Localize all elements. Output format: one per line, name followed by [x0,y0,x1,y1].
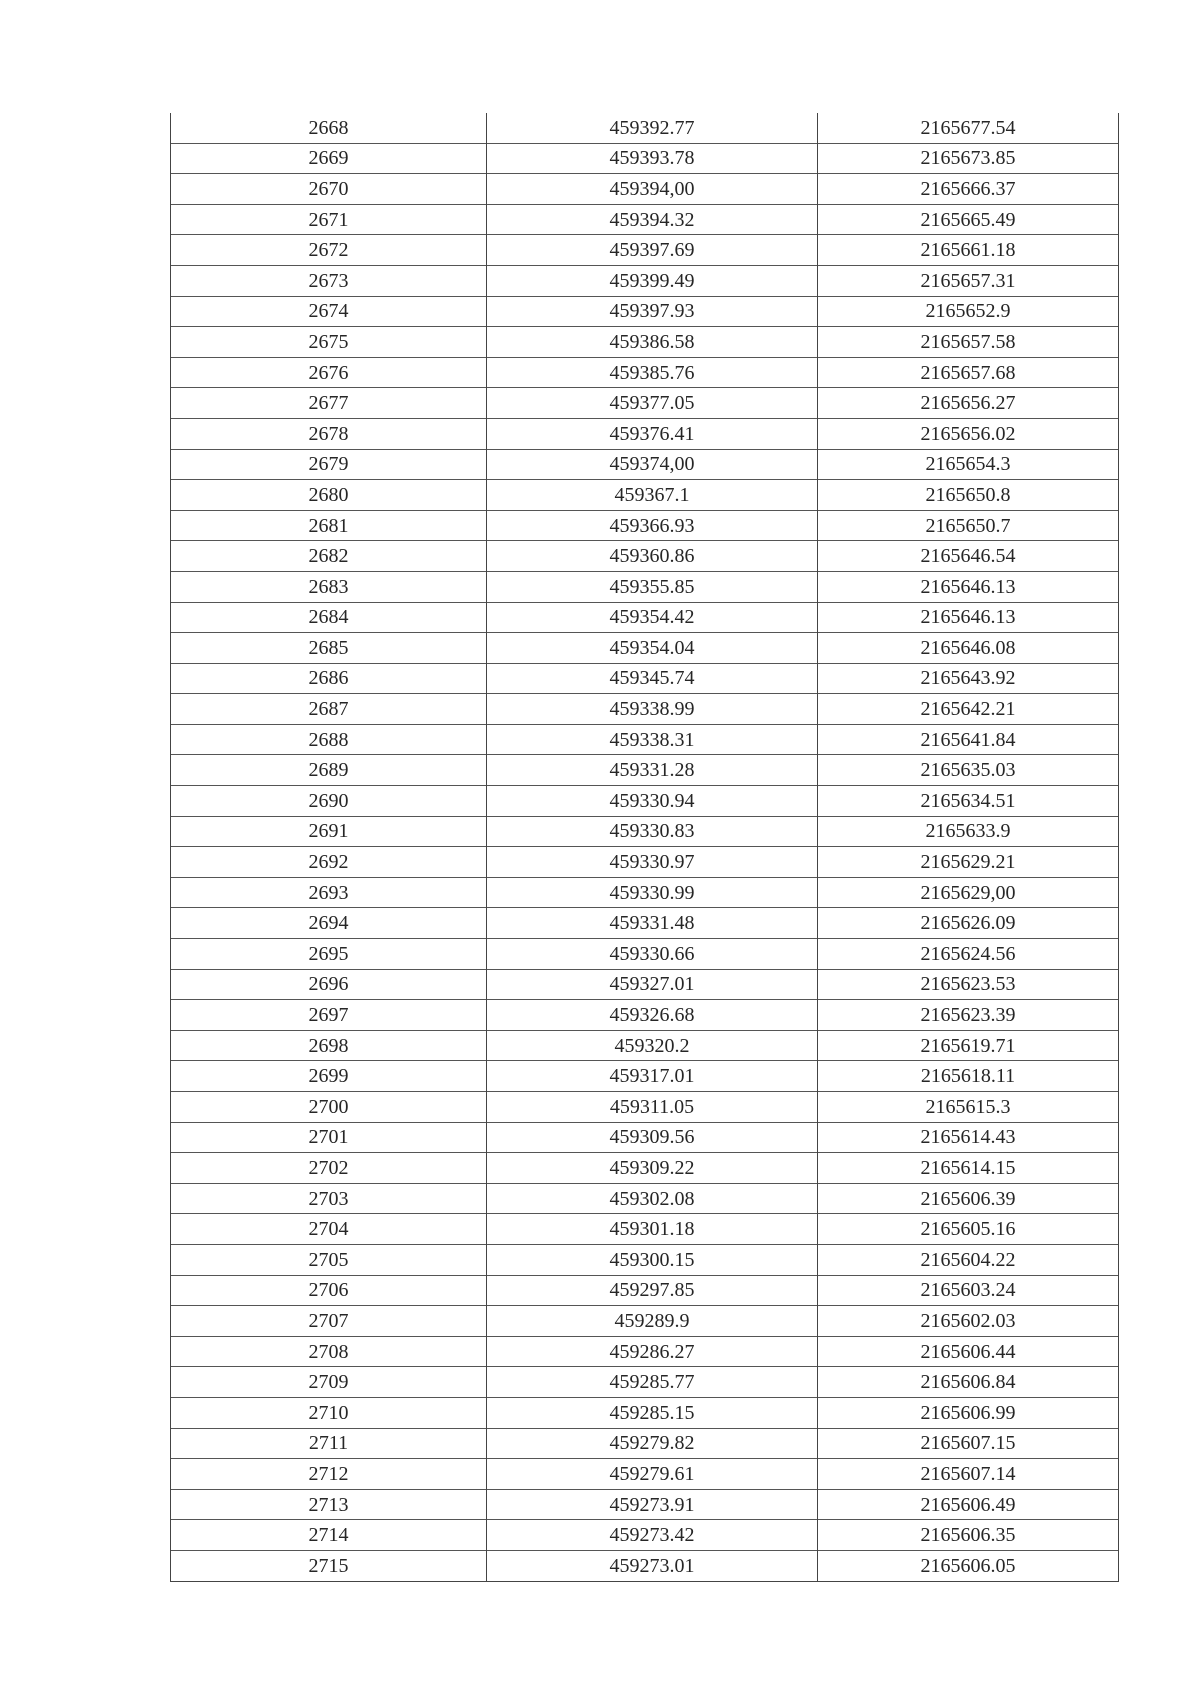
y-coordinate-cell: 2165646.08 [818,633,1119,664]
table-row [171,908,1119,939]
x-coordinate-cell: 459330.83 [487,816,818,847]
y-coordinate-cell: 2165606.99 [818,1397,1119,1428]
x-coordinate-cell: 459376.41 [487,418,818,449]
table-row [171,724,1119,755]
point-number-cell: 2689 [171,755,487,786]
y-coordinate-cell: 2165614.15 [818,1153,1119,1184]
x-coordinate-cell: 459286.27 [487,1336,818,1367]
point-number-cell: 2674 [171,296,487,327]
x-coordinate-cell: 459331.28 [487,755,818,786]
table-row [171,113,1119,143]
x-coordinate-cell: 459399.49 [487,265,818,296]
x-coordinate-cell: 459394,00 [487,174,818,205]
table-row [171,1367,1119,1398]
point-number-cell: 2678 [171,418,487,449]
y-coordinate-cell: 2165646.13 [818,571,1119,602]
x-coordinate-cell: 459309.56 [487,1122,818,1153]
y-coordinate-cell: 2165624.56 [818,939,1119,970]
point-number-cell: 2713 [171,1489,487,1520]
x-coordinate-cell: 459386.58 [487,327,818,358]
x-coordinate-cell: 459320.2 [487,1030,818,1061]
table-row [171,327,1119,358]
table-row [171,1122,1119,1153]
table-row [171,663,1119,694]
table-row [171,633,1119,664]
point-number-cell: 2710 [171,1397,487,1428]
point-number-cell: 2688 [171,724,487,755]
point-number-cell: 2668 [171,113,487,143]
x-coordinate-cell: 459354.42 [487,602,818,633]
point-number-cell: 2685 [171,633,487,664]
x-coordinate-cell: 459367.1 [487,480,818,511]
point-number-cell: 2707 [171,1306,487,1337]
point-number-cell: 2669 [171,143,487,174]
point-number-cell: 2701 [171,1122,487,1153]
point-number-cell: 2682 [171,541,487,572]
x-coordinate-cell: 459330.97 [487,847,818,878]
y-coordinate-cell: 2165607.14 [818,1459,1119,1490]
table-row [171,357,1119,388]
y-coordinate-cell: 2165642.21 [818,694,1119,725]
point-number-cell: 2700 [171,1092,487,1123]
table-row [171,877,1119,908]
y-coordinate-cell: 2165657.58 [818,327,1119,358]
x-coordinate-cell: 459285.77 [487,1367,818,1398]
x-coordinate-cell: 459273.91 [487,1489,818,1520]
x-coordinate-cell: 459345.74 [487,663,818,694]
x-coordinate-cell: 459330.66 [487,939,818,970]
y-coordinate-cell: 2165656.27 [818,388,1119,419]
point-number-cell: 2697 [171,1000,487,1031]
point-number-cell: 2715 [171,1550,487,1581]
x-coordinate-cell: 459330.94 [487,786,818,817]
point-number-cell: 2687 [171,694,487,725]
point-number-cell: 2670 [171,174,487,205]
point-number-cell: 2691 [171,816,487,847]
point-number-cell: 2672 [171,235,487,266]
table-row [171,1275,1119,1306]
x-coordinate-cell: 459285.15 [487,1397,818,1428]
table-row [171,235,1119,266]
x-coordinate-cell: 459385.76 [487,357,818,388]
x-coordinate-cell: 459327.01 [487,969,818,1000]
y-coordinate-cell: 2165677.54 [818,113,1119,143]
y-coordinate-cell: 2165615.3 [818,1092,1119,1123]
y-coordinate-cell: 2165605.16 [818,1214,1119,1245]
point-number-cell: 2692 [171,847,487,878]
point-number-cell: 2690 [171,786,487,817]
y-coordinate-cell: 2165619.71 [818,1030,1119,1061]
x-coordinate-cell: 459311.05 [487,1092,818,1123]
y-coordinate-cell: 2165646.54 [818,541,1119,572]
point-number-cell: 2695 [171,939,487,970]
y-coordinate-cell: 2165650.8 [818,480,1119,511]
table-row [171,541,1119,572]
x-coordinate-cell: 459301.18 [487,1214,818,1245]
y-coordinate-cell: 2165665.49 [818,204,1119,235]
y-coordinate-cell: 2165623.39 [818,1000,1119,1031]
point-number-cell: 2679 [171,449,487,480]
x-coordinate-cell: 459338.31 [487,724,818,755]
point-number-cell: 2699 [171,1061,487,1092]
point-number-cell: 2711 [171,1428,487,1459]
y-coordinate-cell: 2165614.43 [818,1122,1119,1153]
table-row [171,388,1119,419]
point-number-cell: 2709 [171,1367,487,1398]
y-coordinate-cell: 2165643.92 [818,663,1119,694]
table-row [171,418,1119,449]
x-coordinate-cell: 459273.42 [487,1520,818,1551]
x-coordinate-cell: 459366.93 [487,510,818,541]
table-row [171,449,1119,480]
table-row [171,1092,1119,1123]
x-coordinate-cell: 459355.85 [487,571,818,602]
x-coordinate-cell: 459309.22 [487,1153,818,1184]
y-coordinate-cell: 2165673.85 [818,143,1119,174]
point-number-cell: 2671 [171,204,487,235]
table-row [171,510,1119,541]
x-coordinate-cell: 459397.93 [487,296,818,327]
point-number-cell: 2703 [171,1183,487,1214]
point-number-cell: 2681 [171,510,487,541]
table-row [171,1244,1119,1275]
table-row [171,969,1119,1000]
table-row [171,1214,1119,1245]
y-coordinate-cell: 2165623.53 [818,969,1119,1000]
y-coordinate-cell: 2165666.37 [818,174,1119,205]
y-coordinate-cell: 2165654.3 [818,449,1119,480]
point-number-cell: 2686 [171,663,487,694]
point-number-cell: 2705 [171,1244,487,1275]
point-number-cell: 2704 [171,1214,487,1245]
y-coordinate-cell: 2165626.09 [818,908,1119,939]
table-row [171,1061,1119,1092]
y-coordinate-cell: 2165602.03 [818,1306,1119,1337]
table-row [171,1459,1119,1490]
y-coordinate-cell: 2165606.84 [818,1367,1119,1398]
point-number-cell: 2677 [171,388,487,419]
x-coordinate-cell: 459392.77 [487,113,818,143]
y-coordinate-cell: 2165635.03 [818,755,1119,786]
y-coordinate-cell: 2165629,00 [818,877,1119,908]
table-row [171,143,1119,174]
point-number-cell: 2680 [171,480,487,511]
point-number-cell: 2694 [171,908,487,939]
table-row [171,939,1119,970]
table-row [171,602,1119,633]
x-coordinate-cell: 459377.05 [487,388,818,419]
y-coordinate-cell: 2165629.21 [818,847,1119,878]
x-coordinate-cell: 459302.08 [487,1183,818,1214]
x-coordinate-cell: 459289.9 [487,1306,818,1337]
y-coordinate-cell: 2165652.9 [818,296,1119,327]
x-coordinate-cell: 459297.85 [487,1275,818,1306]
table-row [171,571,1119,602]
point-number-cell: 2676 [171,357,487,388]
x-coordinate-cell: 459273.01 [487,1550,818,1581]
point-number-cell: 2698 [171,1030,487,1061]
y-coordinate-cell: 2165634.51 [818,786,1119,817]
table-row [171,204,1119,235]
table-row [171,480,1119,511]
table-row [171,1428,1119,1459]
y-coordinate-cell: 2165657.31 [818,265,1119,296]
table-row [171,786,1119,817]
x-coordinate-cell: 459374,00 [487,449,818,480]
x-coordinate-cell: 459326.68 [487,1000,818,1031]
y-coordinate-cell: 2165656.02 [818,418,1119,449]
table-row [171,174,1119,205]
x-coordinate-cell: 459279.61 [487,1459,818,1490]
x-coordinate-cell: 459317.01 [487,1061,818,1092]
table-row [171,1030,1119,1061]
coordinates-table-body [171,113,1119,1581]
x-coordinate-cell: 459394.32 [487,204,818,235]
point-number-cell: 2675 [171,327,487,358]
x-coordinate-cell: 459338.99 [487,694,818,725]
x-coordinate-cell: 459330.99 [487,877,818,908]
y-coordinate-cell: 2165607.15 [818,1428,1119,1459]
y-coordinate-cell: 2165604.22 [818,1244,1119,1275]
table-row [171,265,1119,296]
y-coordinate-cell: 2165633.9 [818,816,1119,847]
table-row [171,1550,1119,1581]
point-number-cell: 2683 [171,571,487,602]
table-row [171,1336,1119,1367]
coordinates-table [170,113,1119,1582]
point-number-cell: 2708 [171,1336,487,1367]
y-coordinate-cell: 2165606.44 [818,1336,1119,1367]
y-coordinate-cell: 2165650.7 [818,510,1119,541]
table-row [171,755,1119,786]
y-coordinate-cell: 2165606.39 [818,1183,1119,1214]
x-coordinate-cell: 459331.48 [487,908,818,939]
point-number-cell: 2714 [171,1520,487,1551]
x-coordinate-cell: 459354.04 [487,633,818,664]
point-number-cell: 2693 [171,877,487,908]
point-number-cell: 2673 [171,265,487,296]
x-coordinate-cell: 459397.69 [487,235,818,266]
table-row [171,847,1119,878]
y-coordinate-cell: 2165661.18 [818,235,1119,266]
table-row [171,816,1119,847]
table-row [171,1306,1119,1337]
y-coordinate-cell: 2165606.35 [818,1520,1119,1551]
y-coordinate-cell: 2165657.68 [818,357,1119,388]
table-row [171,694,1119,725]
table-row [171,296,1119,327]
table-row [171,1489,1119,1520]
y-coordinate-cell: 2165606.49 [818,1489,1119,1520]
y-coordinate-cell: 2165603.24 [818,1275,1119,1306]
table-row [171,1000,1119,1031]
point-number-cell: 2706 [171,1275,487,1306]
table-row [171,1153,1119,1184]
y-coordinate-cell: 2165618.11 [818,1061,1119,1092]
point-number-cell: 2696 [171,969,487,1000]
y-coordinate-cell: 2165641.84 [818,724,1119,755]
table-row [171,1520,1119,1551]
x-coordinate-cell: 459393.78 [487,143,818,174]
x-coordinate-cell: 459279.82 [487,1428,818,1459]
x-coordinate-cell: 459360.86 [487,541,818,572]
x-coordinate-cell: 459300.15 [487,1244,818,1275]
table-row [171,1183,1119,1214]
y-coordinate-cell: 2165606.05 [818,1550,1119,1581]
point-number-cell: 2712 [171,1459,487,1490]
point-number-cell: 2684 [171,602,487,633]
point-number-cell: 2702 [171,1153,487,1184]
y-coordinate-cell: 2165646.13 [818,602,1119,633]
table-row [171,1397,1119,1428]
